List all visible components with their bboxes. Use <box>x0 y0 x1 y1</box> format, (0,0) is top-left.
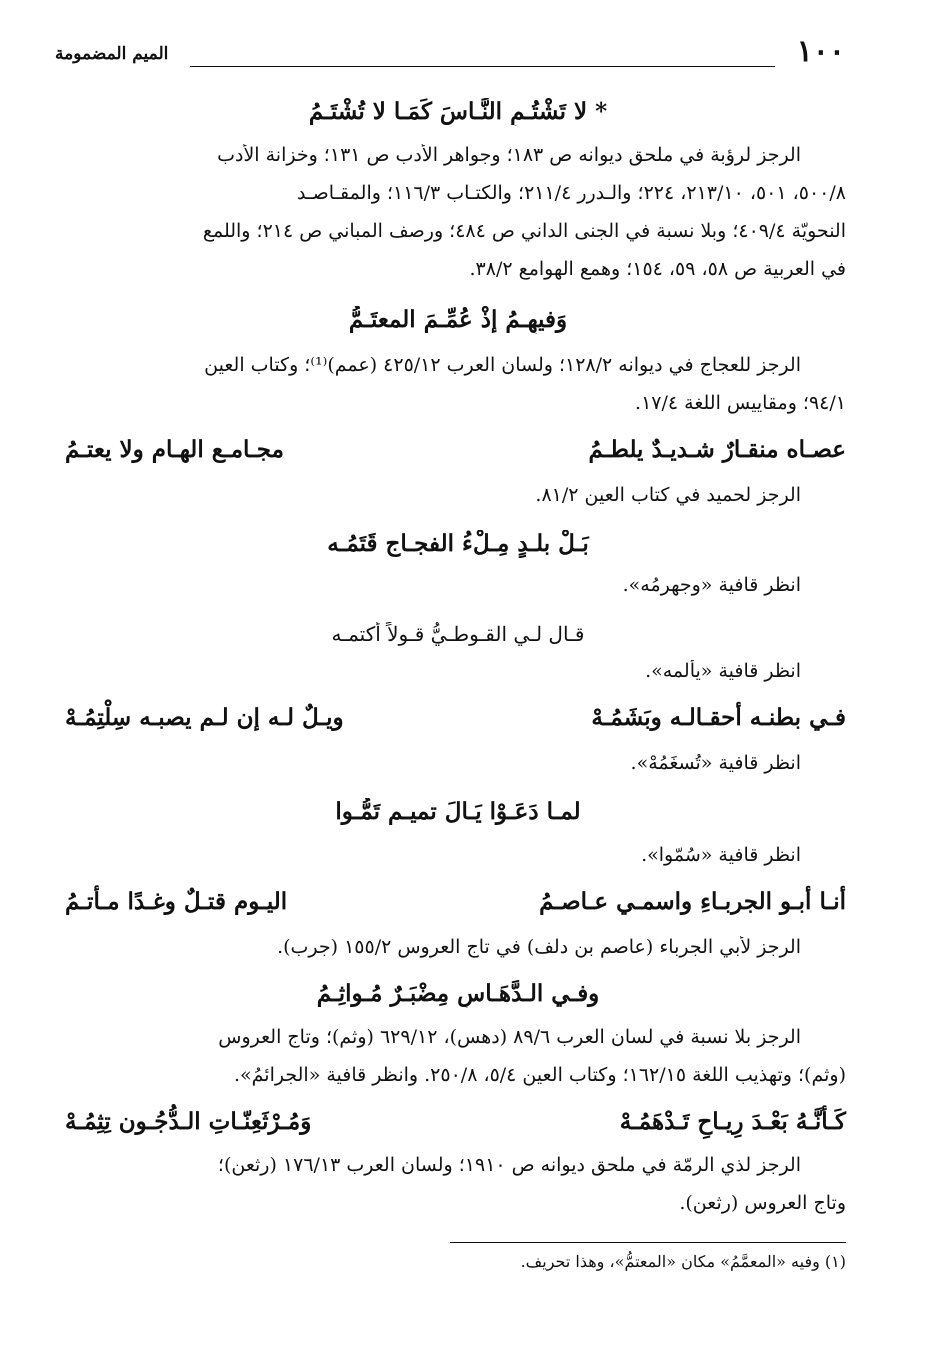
verse-line: بَـلْ بلـدٍ مِـلْءُ الفجـاج قَتَمُـه <box>327 530 589 557</box>
source-line: الرجز لحميد في كتاب العين ٨١/٢. <box>535 484 801 506</box>
source-line: النحويّة ٤٠٩/٤؛ وبلا نسبة في الجنى الداني ص ٤٨٤؛ ورصف المباني ص ٢١٤؛ واللمع <box>202 220 846 242</box>
source-line: في العربية ص ٥٨، ٥٩، ١٥٤؛ وهمع الهوامع ٣٨/٢. <box>469 258 846 280</box>
couplet <box>65 1108 846 1135</box>
source-line: الرجز بلا نسبة في لسان العرب ٨٩/٦ (دهس)، ٦٢٩/١٢ (وثم)؛ وتاج العروس <box>218 1026 801 1048</box>
cross-reference: انظر قافية «تُسغَمُهْ». <box>630 752 801 774</box>
running-title: الميم المضمومة <box>55 44 169 64</box>
first-hemistich: كَـأنَّـهُ بَعْـدَ رِيـاحِ تَـدْهَمُـهْ <box>619 1108 846 1135</box>
source-line: ٥٠٠/٨، ٥٠١، ٢١٣/١٠، ٢٢٤؛ والـدرر ٢١١/٤؛ والكتـاب ١١٦/٣؛ والمقـاصـد <box>297 182 846 204</box>
source-line: ٩٤/١؛ ومقاييس اللغة ١٧/٤. <box>635 392 846 414</box>
footnote: (١) وفيه «المعمَّمُ» مكان «المعتمُّ»، وهذا تحريف. <box>520 1252 846 1271</box>
verse-line: قـال لـي القـوطـيُّ قـولاً أكتمـه <box>331 622 585 646</box>
couplet <box>65 436 846 463</box>
page-number: ١٠٠ <box>796 34 845 69</box>
second-hemistich: مجـامـع الهـام ولا يعتـمُ <box>65 436 284 463</box>
second-hemistich: ويـلٌ لـه إن لـم يصبـه سِلْتِمُـهْ <box>65 704 344 731</box>
first-hemistich: فـي بطنـه أحقـالـه وبَشَمُـهْ <box>591 704 846 731</box>
header-rule <box>190 66 775 67</box>
second-hemistich: اليـوم قتـلٌ وغـدًا مـأتـمُ <box>65 888 288 915</box>
footnote-rule <box>450 1242 846 1243</box>
source-line: الرجز لأبي الجرباء (عاصم بن دلف) في تاج العروس ١٥٥/٢ (جرب). <box>277 936 801 958</box>
first-hemistich: عصـاه منقـارٌ شـديـدٌ يلطـمُ <box>588 436 846 463</box>
second-hemistich: وَمُـرْثَعِنّـاتِ الـدُّجُـون تِثِمُـهْ <box>65 1108 312 1135</box>
source-line: الرجز للعجاج في ديوانه ١٢٨/٢؛ ولسان العرب ٤٢٥/١٢ (عمم)⁽¹⁾؛ وكتاب العين <box>204 354 801 376</box>
page-header <box>55 30 845 78</box>
source-line: الرجز لذي الرمّة في ملحق ديوانه ص ١٩١٠؛ ولسان العرب ١٧٦/١٣ (رثعن)؛ <box>217 1154 801 1176</box>
cross-reference: انظر قافية «يألمه». <box>645 660 801 682</box>
verse-line: وفـي الـدَّهَـاسِ مِضْبَـرٌ مُـواثِـمُ <box>316 980 600 1007</box>
source-line: الرجز لرؤبة في ملحق ديوانه ص ١٨٣؛ وجواهر الأدب ص ١٣١؛ وخزانة الأدب <box>217 144 801 166</box>
couplet <box>65 888 846 915</box>
couplet <box>65 704 846 731</box>
verse-line: لمـا دَعَـوْا يَـالَ تميـم تَمُّـوا <box>335 798 581 825</box>
first-hemistich: أنـا أبـو الجربـاءِ واسمـي عـاصـمُ <box>539 888 846 915</box>
verse-line: وَفيهِـمُ إذْ عُمِّـمَ المعتَـمُّ <box>348 306 568 333</box>
source-line: وتاج العروس (رثعن). <box>679 1192 846 1214</box>
cross-reference: انظر قافية «وجهرمُه». <box>622 574 801 596</box>
cross-reference: انظر قافية «سُمّوا». <box>641 844 801 866</box>
verse-line: * لا تَشْتُـمِ النَّـاسَ كَمَـا لا تُشْتَـمُ <box>308 98 608 125</box>
source-line: (وثم)؛ وتهذيب اللغة ١٦٢/١٥؛ وكتاب العين ٥/٤، ٢٥٠/٨. وانظر قافية «الجرائمُ». <box>234 1064 846 1086</box>
